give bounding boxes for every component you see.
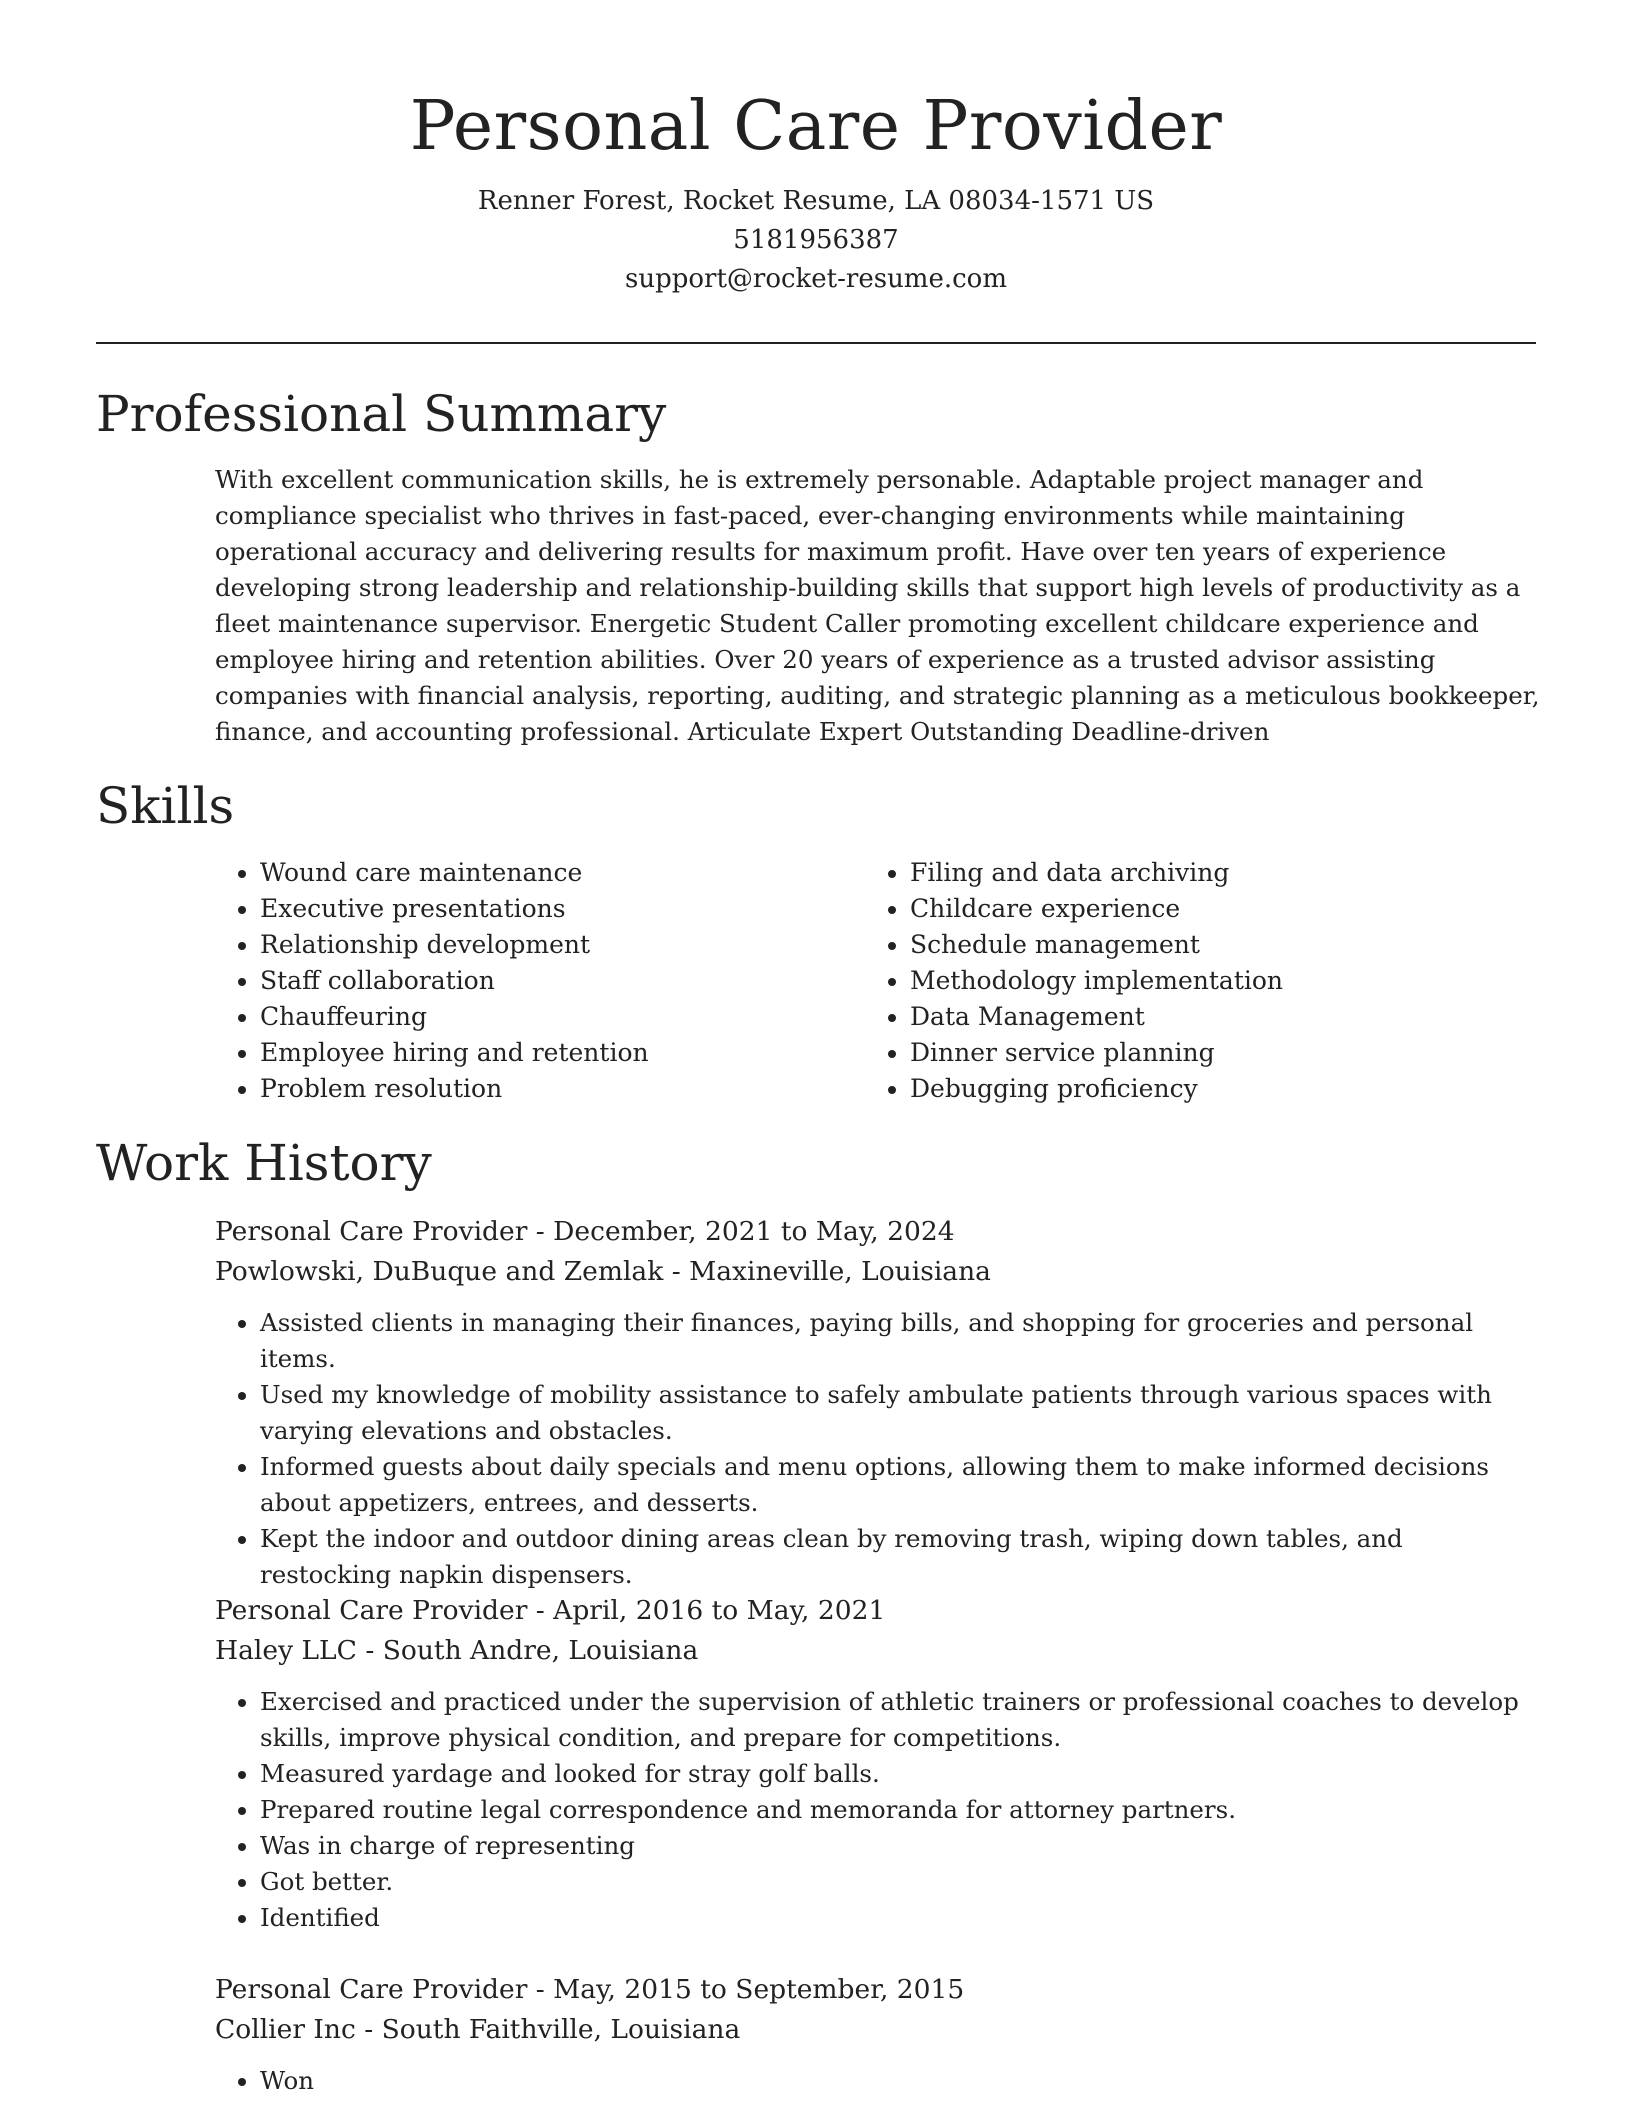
email-text: support@rocket-resume.com bbox=[624, 264, 1007, 294]
job-bullets bbox=[215, 1305, 1535, 1593]
job-bullet: • Was in charge of representing bbox=[260, 1828, 1535, 1864]
job-title-line bbox=[215, 1212, 1535, 1252]
skill-item: • Relationship development bbox=[260, 927, 865, 963]
job-entry bbox=[215, 1970, 1535, 2099]
job-company: Collier Inc bbox=[215, 2014, 356, 2045]
resume-header bbox=[0, 0, 1632, 299]
skill-item: • Chauffeuring bbox=[260, 999, 865, 1035]
job-bullet: • Exercised and practiced under the supervision of athletic trainers or professional coaches to develop skills, improve physical condition, and prepare for competitions. bbox=[260, 1684, 1535, 1756]
job-bullet: • Informed guests about daily specials and menu options, allowing them to make informed decisions about appetizers, entrees, and desserts. bbox=[260, 1449, 1535, 1521]
skills-column-right bbox=[865, 855, 1283, 1107]
skill-item: • Executive presentations bbox=[260, 891, 865, 927]
job-location: - South Andre, Louisiana bbox=[356, 1635, 699, 1666]
job-company: Haley LLC bbox=[215, 1635, 357, 1666]
job-bullet: • Assisted clients in managing their finances, paying bills, and shopping for groceries and personal items. bbox=[260, 1305, 1535, 1377]
job-title: Personal Care Provider bbox=[215, 1216, 528, 1247]
job-dates: - December, 2021 to May, 2024 bbox=[527, 1216, 955, 1247]
header-divider bbox=[96, 342, 1536, 344]
job-dates: - May, 2015 to September, 2015 bbox=[527, 1974, 965, 2005]
job-bullet: • Kept the indoor and outdoor dining areas clean by removing trash, wiping down tables, and restocking napkin dispensers. bbox=[260, 1521, 1535, 1593]
job-bullets bbox=[215, 1684, 1535, 1936]
job-bullet: • Used my knowledge of mobility assistance to safely ambulate patients through various spaces with varying elevations and obstacles. bbox=[260, 1377, 1535, 1449]
job-title: Personal Care Provider bbox=[215, 1595, 528, 1626]
job-bullet: • Got better. bbox=[260, 1864, 1535, 1900]
job-bullet: • Measured yardage and looked for stray golf balls. bbox=[260, 1756, 1535, 1792]
skill-item: • Dinner service planning bbox=[910, 1035, 1283, 1071]
summary-text: With excellent communication skills, he is extremely personable. Adaptable project manager and compliance specialist who thrives in fast-paced, ever-changing environments while maintaining operational accuracy and delivering results for maximum profit. Have over ten years of experience developing strong leadership and relationship-building skills that support high levels of productivity as a fleet maintenance supervisor. Energetic Student Caller promoting excellent childcare experience and employee hiring and retention abilities. Over 20 years of experience as a trusted advisor assisting companies with financial analysis, reporting, auditing, and strategic planning as a meticulous bookkeeper, finance, and accounting professional. Articulate Expert Outstanding Deadline-driven bbox=[215, 465, 1540, 746]
job-bullets bbox=[215, 2063, 1535, 2099]
job-location: - Maxineville, Louisiana bbox=[663, 1256, 991, 1287]
skill-item: • Filing and data archiving bbox=[910, 855, 1283, 891]
skills-heading: Skills bbox=[96, 777, 235, 835]
job-bullet: • Won bbox=[260, 2063, 1535, 2099]
job-company: Powlowski, DuBuque and Zemlak bbox=[215, 1256, 664, 1287]
skill-item: • Childcare experience bbox=[910, 891, 1283, 927]
job-bullet: • Prepared routine legal correspondence and memoranda for attorney partners. bbox=[260, 1792, 1535, 1828]
job-location: - South Faithville, Louisiana bbox=[355, 2014, 741, 2045]
job-dates: - April, 2016 to May, 2021 bbox=[527, 1595, 886, 1626]
work-history-heading: Work History bbox=[96, 1134, 432, 1192]
skill-item: • Debugging proficiency bbox=[910, 1071, 1283, 1107]
skill-item: • Employee hiring and retention bbox=[260, 1035, 865, 1071]
job-entry bbox=[215, 1212, 1535, 1593]
contact-block bbox=[0, 182, 1632, 299]
skill-item: • Wound care maintenance bbox=[260, 855, 865, 891]
candidate-title: Personal Care Provider bbox=[409, 87, 1223, 166]
skill-item: • Problem resolution bbox=[260, 1071, 865, 1107]
skills-list bbox=[215, 855, 1535, 1107]
job-bullet: • Identified bbox=[260, 1900, 1535, 1936]
skill-item: • Schedule management bbox=[910, 927, 1283, 963]
job-entry bbox=[215, 1591, 1535, 1936]
skill-item: • Data Management bbox=[910, 999, 1283, 1035]
address-text: Renner Forest, Rocket Resume, LA 08034-1571 US bbox=[477, 186, 1155, 216]
job-company-line bbox=[215, 1631, 1535, 1671]
skill-item: • Methodology implementation bbox=[910, 963, 1283, 999]
skills-column-left bbox=[215, 855, 865, 1107]
job-company-line bbox=[215, 1252, 1535, 1292]
phone-text: 5181956387 bbox=[733, 225, 899, 255]
job-title-line bbox=[215, 1970, 1535, 2010]
summary-heading: Professional Summary bbox=[96, 385, 667, 443]
skill-item: • Staff collaboration bbox=[260, 963, 865, 999]
job-title-line bbox=[215, 1591, 1535, 1631]
job-company-line bbox=[215, 2010, 1535, 2050]
job-title: Personal Care Provider bbox=[215, 1974, 528, 2005]
